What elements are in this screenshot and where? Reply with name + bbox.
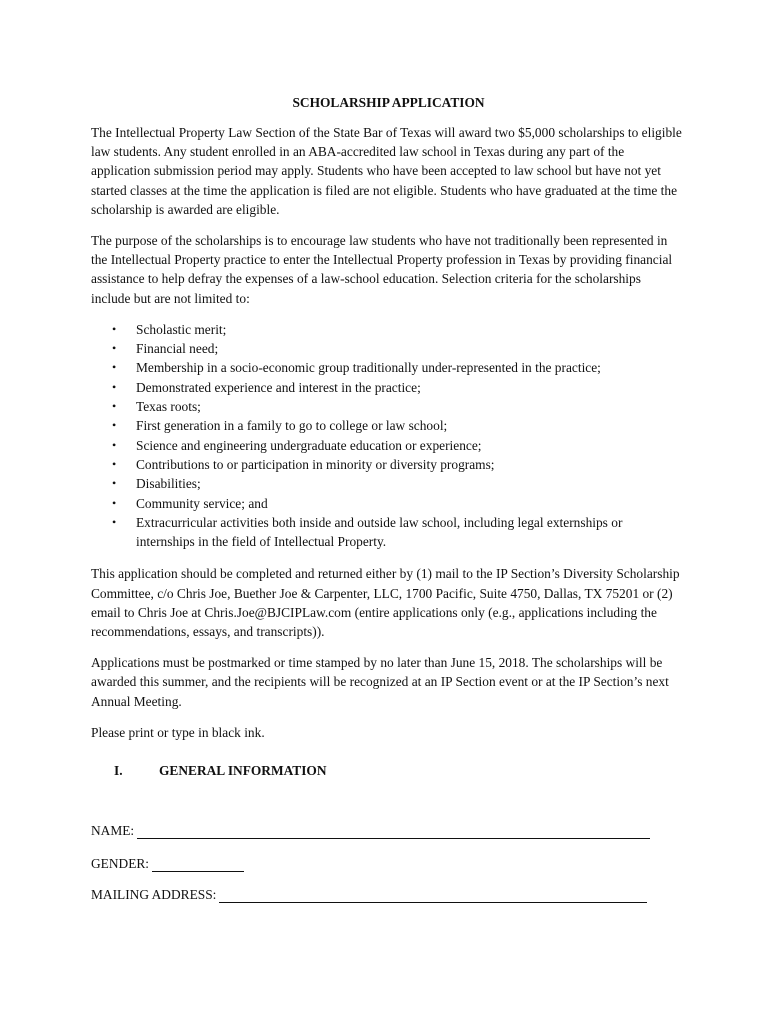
purpose-paragraph: The purpose of the scholarships is to encourage law students who have not traditionally been represented in the Intellectual Property practice to enter the Intellectual Property profession in Texas by providing financial assistance to help defray the expenses of a law-school education. Selection criteria for the scholarships include but are not limited to: — [91, 233, 673, 306]
list-item — [91, 320, 682, 339]
bullet-icon: • — [112, 495, 117, 510]
list-item — [91, 513, 682, 552]
name-field[interactable] — [91, 822, 650, 839]
list-item — [91, 474, 682, 493]
submission-paragraph: This application should be completed and returned either by (1) mail to the IP Section’s Diversity Scholarship Committee, c/o Chris Joe, Buether Joe & Carpenter, LLC, 1700 Pacific, Suite 4750, Dallas, TX 75201 or (2) email to Chris Joe at Chris.Joe@BJCIPLaw.com (entire applications only (e.g., applications including the recommendations, essays, and transcripts)). — [91, 566, 680, 639]
list-item — [91, 494, 682, 513]
criteria-text: Contributions to or participation in minority or diversity programs; — [136, 456, 495, 472]
gender-input-line[interactable] — [152, 858, 244, 872]
deadline-paragraph: Applications must be postmarked or time stamped by no later than June 15, 2018. The scholarships will be awarded this summer, and the recipients will be recognized at an IP Section event or at the IP Section’s next Annual Meeting. — [91, 655, 669, 709]
bullet-icon: • — [112, 476, 117, 491]
list-item — [91, 436, 682, 455]
selection-criteria-list — [91, 320, 682, 552]
criteria-text: Membership in a socio-economic group traditionally under-represented in the practice; — [136, 360, 601, 376]
bullet-icon: • — [112, 418, 117, 433]
bullet-icon: • — [112, 514, 117, 529]
criteria-text: Disabilities; — [136, 476, 201, 492]
bullet-icon: • — [112, 437, 117, 452]
list-item — [91, 339, 682, 358]
gender-field[interactable] — [91, 855, 244, 872]
criteria-text: Community service; and — [136, 495, 268, 511]
criteria-text: Financial need; — [136, 341, 219, 357]
ink-instruction: Please print or type in black ink. — [91, 724, 265, 740]
gender-label: GENDER: — [91, 856, 150, 871]
list-item — [91, 455, 682, 474]
criteria-text: Texas roots; — [136, 399, 201, 415]
bullet-icon: • — [112, 379, 117, 394]
list-item — [91, 397, 682, 416]
name-label: NAME: — [91, 823, 135, 838]
mailing-address-field[interactable] — [91, 886, 647, 903]
mailing-address-input-line[interactable] — [219, 889, 647, 903]
criteria-text: Scholastic merit; — [136, 321, 227, 337]
mailing-address-label: MAILING ADDRESS: — [91, 887, 217, 902]
name-input-line[interactable] — [137, 825, 650, 839]
bullet-icon: • — [112, 341, 117, 356]
section-number: I. — [114, 763, 123, 779]
bullet-icon: • — [112, 321, 117, 336]
list-item — [91, 378, 682, 397]
section-heading — [91, 762, 682, 779]
bullet-icon: • — [112, 456, 117, 471]
document-title: SCHOLARSHIP APPLICATION — [292, 95, 485, 110]
intro-paragraph: The Intellectual Property Law Section of the State Bar of Texas will award two $5,000 scholarships to eligible law students. Any student enrolled in an ABA-accredited law school in Texas during any part of the application submission period may apply. Students who have been accepted to law school but have not yet started classes at the time the application is filed are not eligible. Students who have graduated at the time the scholarship is awarded are eligible. — [91, 125, 682, 217]
list-item — [91, 358, 682, 377]
criteria-text: Science and engineering undergraduate education or experience; — [136, 437, 482, 453]
bullet-icon: • — [112, 360, 117, 375]
criteria-text: Demonstrated experience and interest in the practice; — [136, 379, 421, 395]
section-title: GENERAL INFORMATION — [159, 763, 327, 779]
criteria-text: Extracurricular activities both inside and outside law school, including legal externships or internships in the field of Intellectual Property. — [136, 514, 623, 550]
bullet-icon: • — [112, 399, 117, 414]
list-item — [91, 416, 682, 435]
criteria-text: First generation in a family to go to college or law school; — [136, 418, 448, 434]
